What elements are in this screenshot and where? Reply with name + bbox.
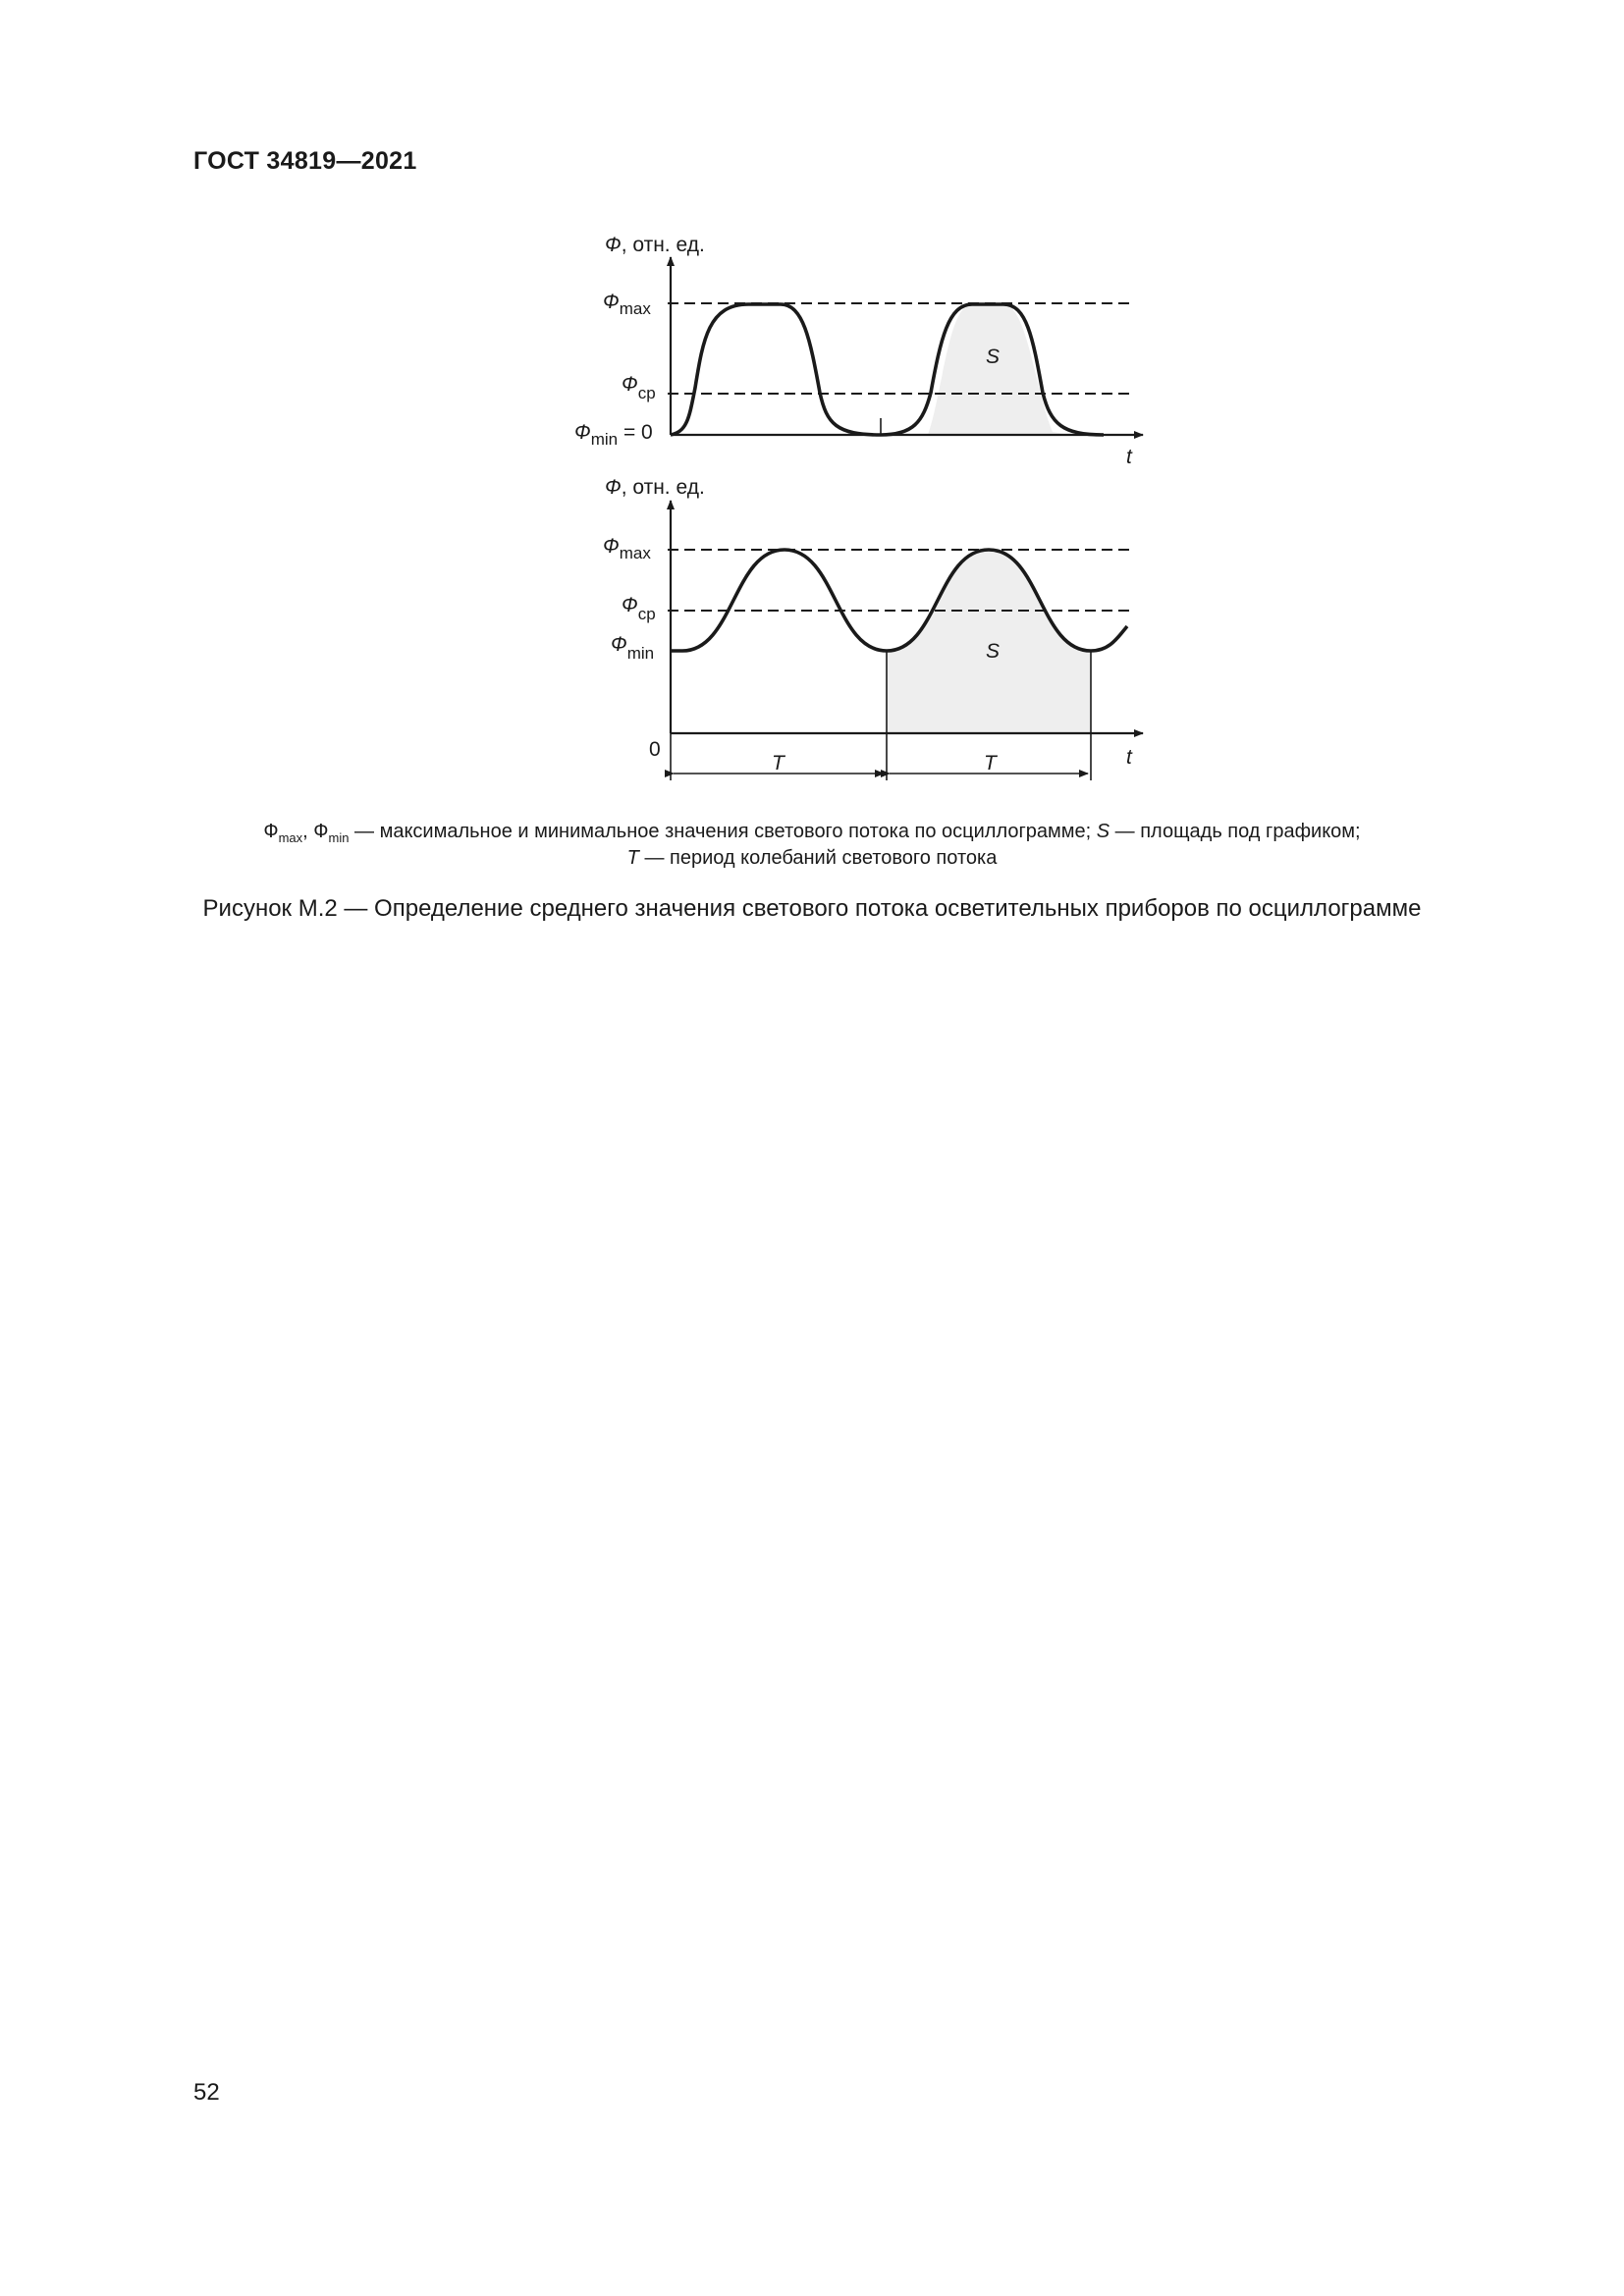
bottom-chart-area-label: S <box>986 640 1001 663</box>
top-chart-phi-min-label: $Ф_{min} = 0$ <box>574 421 653 449</box>
figure-legend-line-2: T — период колебаний светового потока <box>626 847 998 869</box>
bottom-chart-phi-min-label: $Ф_{min}$ <box>611 633 655 663</box>
bottom-chart-period-1-label: T <box>772 752 785 774</box>
bottom-chart-t-label: t <box>1126 746 1132 769</box>
figure-caption: Рисунок М.2 — Определение среднего значения светового потока осветительных приборов по осциллограмме <box>202 895 1422 922</box>
bottom-chart-zero-label: 0 <box>649 738 661 761</box>
bottom-chart <box>603 476 1143 780</box>
top-chart-y-axis-label: Ф, отн. ед. <box>605 234 705 256</box>
bottom-chart-period-2-label: T <box>984 752 997 774</box>
top-chart-phi-max-label: $Ф_{max}$ <box>603 291 651 318</box>
top-chart <box>574 234 1143 468</box>
bottom-chart-phi-avg-label: $Ф_{ср}$ <box>622 594 656 623</box>
oscillogram-figure <box>0 0 1624 883</box>
bottom-chart-y-axis-label: Ф, отн. ед. <box>605 476 705 499</box>
figure-legend-line-1: $Ф_{max}$, $Ф_{min}$ — максимальное и минимальное значения светового потока по осциллограмме; S — площадь под графиком; <box>263 821 1361 845</box>
page-header-standard-code: ГОСТ 34819—2021 <box>193 147 417 175</box>
top-chart-t-label: t <box>1126 446 1132 468</box>
page-number: 52 <box>193 2079 220 2106</box>
top-chart-phi-avg-label: $Ф_{ср}$ <box>622 373 656 402</box>
bottom-chart-phi-max-label: $Ф_{max}$ <box>603 535 651 562</box>
top-chart-area-label: S <box>986 346 1001 368</box>
